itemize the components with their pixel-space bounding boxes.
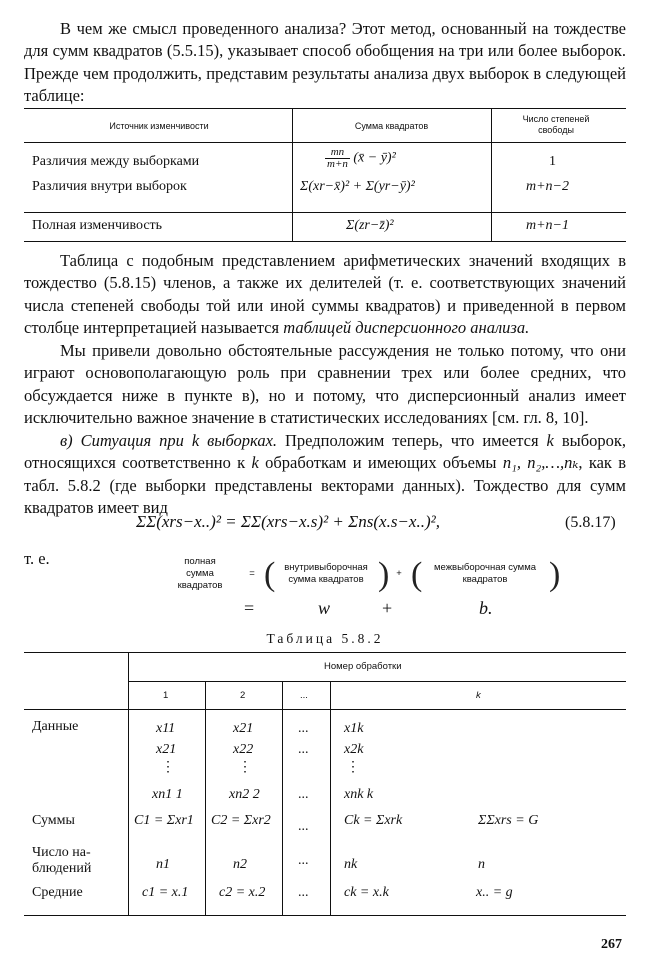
count-cell-k: nk	[344, 857, 358, 872]
paren-left: (	[264, 556, 276, 593]
anova-table-two-samples	[24, 108, 626, 242]
dots: ...	[298, 853, 309, 868]
table1-row1-ss	[325, 147, 396, 170]
section-label: в)	[60, 431, 73, 450]
paren-right: )	[549, 556, 561, 593]
table1-row2-df: m+n−2	[526, 179, 570, 194]
page-number: 267	[601, 937, 622, 952]
row-label-means: Средние	[32, 885, 83, 900]
table1-row1-source: Различия между выборками	[32, 154, 200, 169]
paragraph-k-samples	[24, 430, 626, 519]
table2-col-dots: ...	[300, 690, 308, 701]
para4-text1: Предположим теперь, что имеется	[285, 431, 539, 450]
table2-divider	[330, 681, 331, 915]
data-cell: x22	[233, 742, 254, 757]
count-cell-total: n	[478, 857, 485, 872]
dots: ...	[298, 885, 309, 900]
count-cell-1: n1	[156, 857, 170, 872]
para4-text4: , как в табл. 5.8.2 (где выборки представлены векторами данных). Тождество для сумм квадратов имеет вид	[24, 453, 627, 517]
table1-header-ss: Сумма квадратов	[354, 121, 429, 131]
row-label-count-2: блюдений	[32, 861, 92, 876]
table2-colk: k	[476, 690, 481, 701]
verbal-line: полная	[184, 556, 216, 567]
mean-cell-2: c2 = x.2	[219, 885, 266, 900]
row-label-count-1: Число на-	[32, 845, 91, 860]
table1-row1-ss-expr: (x̄ − ȳ)²	[353, 150, 396, 166]
vdots: ⋮	[346, 760, 360, 775]
sum-cell-1: C1 = Σxr1	[134, 813, 194, 828]
frac-denominator: m+n	[327, 158, 348, 170]
verbal-between	[421, 562, 549, 586]
data-cell: x11	[156, 721, 176, 736]
dots: ...	[298, 787, 309, 802]
verbal-line: внутривыборочная	[284, 562, 368, 573]
paragraph-anova-table-definition	[24, 250, 626, 339]
data-cell: xn1 1	[152, 787, 183, 802]
table2-divider	[205, 681, 206, 915]
section-title: Ситуация при k выборках.	[80, 431, 278, 450]
verbal-total	[160, 556, 240, 592]
para4-text3: обработкам и имеющих объемы	[265, 453, 497, 473]
table1-row3-source: Полная изменчивость	[32, 218, 163, 233]
table1-row3-df: m+n−1	[526, 218, 570, 233]
para4-sizes: n₁, n₂,…,nₖ	[502, 453, 579, 473]
formula-5-8-17: ΣΣ(xrs−x..)² = ΣΣ(xrs−x.s)² + Σns(x.s−x..)²,	[136, 512, 440, 531]
verbal-line: сумма квадратов	[288, 574, 364, 585]
verbal-line: межвыборочная сумма	[433, 562, 537, 573]
vdots: ⋮	[161, 760, 175, 775]
table1-row2-ss: Σ(xr−x̄)² + Σ(yr−ȳ)²	[300, 179, 415, 194]
paren-right: )	[378, 556, 390, 593]
verbal-eq: =	[249, 568, 255, 579]
row-label-data: Данные	[32, 719, 79, 734]
paragraph-motivation: Мы привели довольно обстоятельные рассуждения не только потому, что они играют основополагающую роль при сравнении трех или более средних, что обсуждается ниже в пункте в), но и потому, что дисперсионный анализ имеет исключительно важное значение в статистических исследованиях [см. гл. 8, 10].	[24, 341, 626, 427]
verbal-line: квадратов	[177, 580, 223, 591]
paragraph-intro: В чем же смысл проведенного анализа? Этот метод, основанный на тождестве для сумм квадратов (5.5.15), указывает способ обобщения на три или более выборок. Прежде чем продолжить, представим результаты анализа двух выборок в следующей таблице:	[24, 19, 626, 105]
para4-k: k	[546, 431, 554, 450]
table1-header-rule	[24, 142, 626, 143]
sum-cell-2: C2 = Σxr2	[211, 813, 271, 828]
para4-k: k	[251, 453, 259, 473]
te-label: т. е.	[24, 549, 50, 568]
data-cell: x21	[156, 742, 177, 757]
vdots: ⋮	[238, 760, 252, 775]
formula-number: (5.8.17)	[565, 514, 616, 531]
data-cell: x1k	[344, 721, 364, 736]
verbal-plus: +	[396, 568, 402, 579]
data-cell: x21	[233, 721, 254, 736]
mean-cell-total: x.. = g	[476, 885, 513, 900]
eq-row-plus: +	[382, 598, 393, 618]
table2-divider	[282, 681, 283, 915]
dots: ...	[298, 721, 309, 736]
frac-numerator: mn	[325, 147, 350, 159]
table2-col1: 1	[163, 690, 169, 701]
verbal-within	[274, 562, 378, 586]
table2-col2: 2	[240, 690, 246, 701]
table1-row1-df: 1	[549, 154, 556, 169]
verbal-line: квадратов	[462, 574, 508, 585]
table2-header-rule	[24, 709, 626, 710]
eq-row-b: b.	[479, 598, 493, 618]
paren-left: (	[411, 556, 423, 593]
data-cell: xn2 2	[229, 787, 260, 802]
table1-divider	[491, 109, 492, 241]
table1-row1-frac	[325, 147, 350, 170]
para4-text2: выборок, относящихся соответственно к	[24, 431, 626, 473]
table1-row3-ss: Σ(zr−z̄)²	[346, 218, 394, 233]
mean-cell-1: c1 = x.1	[142, 885, 189, 900]
data-cell: xnk k	[344, 787, 374, 802]
para2-term: таблицей дисперсионного анализа.	[283, 317, 530, 337]
eq-row-eq: =	[244, 598, 255, 618]
verbal-line: сумма	[186, 568, 214, 579]
dots: ...	[298, 819, 309, 834]
eq-row-w: w	[318, 598, 331, 618]
mean-cell-k: ck = x.k	[344, 885, 389, 900]
table1-header-source: Источник изменчивости	[109, 121, 209, 131]
table2-header-top: Номер обработки	[324, 661, 402, 672]
sum-cell-total: ΣΣxrs = G	[478, 813, 539, 828]
table2-caption: Таблица 5.8.2	[266, 631, 384, 646]
dots: ...	[298, 742, 309, 757]
table2-divider	[128, 653, 129, 915]
para2-text: Таблица с подобным представлением арифметических значений входящих в тождество (5.8.15) членов, а также их делителей (т. е. соответствующих значений числа степеней свободы той или иной суммы квадратов) и приведенной в первом столбце интерпретацией называется	[24, 251, 626, 337]
table1-total-rule	[24, 212, 626, 213]
table1-row2-source: Различия внутри выборок	[32, 179, 187, 194]
table1-header-df: Число степеней свободы	[522, 114, 590, 135]
table-5-8-2	[24, 652, 626, 916]
row-label-sums: Суммы	[32, 813, 75, 828]
table2-rule	[128, 681, 626, 682]
data-cell: x2k	[344, 742, 364, 757]
count-cell-2: n2	[233, 857, 247, 872]
sum-cell-k: Ck = Σxrk	[344, 813, 403, 828]
